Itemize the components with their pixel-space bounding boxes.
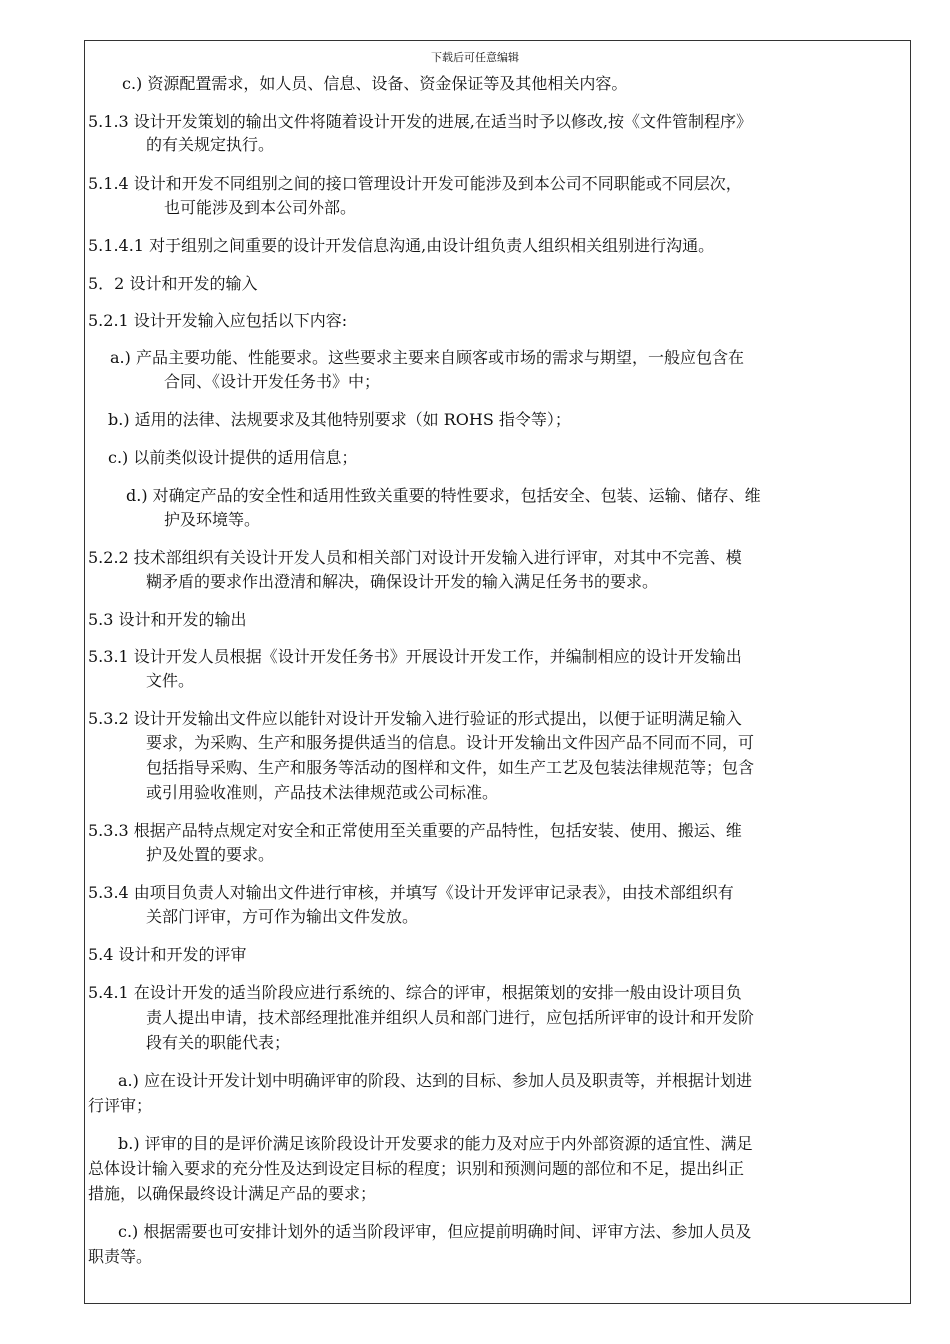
list-item-a: a.) 应在设计开发计划中明确评审的阶段、达到的目标、参加人员及职责等，并根据计划进 [118, 1071, 752, 1090]
text-line: 行评审； [88, 1096, 153, 1115]
clause-5-3-4: 5.3.4 由项目负责人对输出文件进行审核，并填写《设计开发评审记录表》，由技术部组织有 [88, 883, 734, 902]
text-line: 糊矛盾的要求作出澄清和解决，确保设计开发的输入满足任务书的要求。 [146, 572, 659, 591]
text-line: 措施，以确保最终设计满足产品的要求； [88, 1184, 377, 1203]
clause-5-1-4: 5.1.4 设计和开发不同组别之间的接口管理设计开发可能涉及到本公司不同职能或不同层次， [88, 174, 742, 193]
text-line: 职责等。 [88, 1247, 153, 1266]
clause-5-2-2: 5.2.2 技术部组织有关设计开发人员和相关部门对设计开发输入进行评审，对其中不完善、模 [88, 548, 742, 567]
text-line: c.) 资源配置需求，如人员、信息、设备、资金保证等及其他相关内容。 [122, 74, 628, 93]
section-heading: 5．2 设计和开发的输入 [88, 274, 258, 293]
text-line: 或引用验收准则，产品技术法律规范或公司标准。 [146, 783, 499, 802]
list-item-c: c.) 根据需要也可安排计划外的适当阶段评审，但应提前明确时间、评审方法、参加人员及 [118, 1222, 752, 1241]
list-item-b: b.) 适用的法律、法规要求及其他特别要求（如 ROHS 指令等）； [108, 410, 571, 429]
text-line: 段有关的职能代表； [146, 1033, 291, 1052]
list-item-c: c.) 以前类似设计提供的适用信息； [108, 448, 358, 467]
text-line: 关部门评审，方可作为输出文件发放。 [146, 907, 419, 926]
text-line: 总体设计输入要求的充分性及达到设定目标的程度；识别和预测问题的部位和不足，提出纠正 [88, 1159, 745, 1178]
text-line: 护及处置的要求。 [146, 845, 275, 864]
clause-5-2-1: 5.2.1 设计开发输入应包括以下内容: [88, 311, 348, 330]
text-line: 要求，为采购、生产和服务提供适当的信息。设计开发输出文件因产品不同而不同，可 [146, 733, 755, 752]
text-line: 包括指导采购、生产和服务等活动的图样和文件，如生产工艺及包装法律规范等；包含 [146, 758, 755, 777]
clause-5-4-1: 5.4.1 在设计开发的适当阶段应进行系统的、综合的评审，根据策划的安排一般由设计项目负 [88, 983, 742, 1002]
text-line: 护及环境等。 [164, 510, 261, 529]
clause-5-1-3: 5.1.3 设计开发策划的输出文件将随着设计开发的进展,在适当时予以修改,按《文件管制程序》 [88, 112, 752, 131]
clause-5-3-2: 5.3.2 设计开发输出文件应以能针对设计开发输入进行验证的形式提出，以便于证明满足输入 [88, 709, 742, 728]
clause-5-3-1: 5.3.1 设计开发人员根据《设计开发任务书》开展设计开发工作，并编制相应的设计开发输出 [88, 647, 742, 666]
list-item-d: d.) 对确定产品的安全性和适用性致关重要的特性要求，包括安全、包装、运输、储存、维 [126, 486, 761, 505]
page-border [84, 40, 911, 1304]
list-item-b: b.) 评审的目的是评价满足该阶段设计开发要求的能力及对应于内外部资源的适宜性、满足 [118, 1134, 753, 1153]
text-line: 合同、《设计开发任务书》中； [164, 372, 381, 391]
clause-5-1-4-1: 5.1.4.1 对于组别之间重要的设计开发信息沟通,由设计组负责人组织相关组别进行沟通。 [88, 236, 715, 255]
section-heading: 5.3 设计和开发的输出 [88, 610, 247, 629]
text-line: 也可能涉及到本公司外部。 [164, 198, 357, 217]
section-heading: 5.4 设计和开发的评审 [88, 945, 247, 964]
text-line: 责人提出申请，技术部经理批准并组织人员和部门进行，应包括所评审的设计和开发阶 [146, 1008, 755, 1027]
clause-5-3-3: 5.3.3 根据产品特点规定对安全和正常使用至关重要的产品特性，包括安装、使用、搬运、维 [88, 821, 742, 840]
page-header: 下载后可任意编辑 [431, 51, 519, 64]
list-item-a: a.) 产品主要功能、性能要求。这些要求主要来自顾客或市场的需求与期望，一般应包含在 [110, 348, 744, 367]
text-line: 文件。 [146, 671, 195, 690]
text-line: 的有关规定执行。 [146, 135, 275, 154]
